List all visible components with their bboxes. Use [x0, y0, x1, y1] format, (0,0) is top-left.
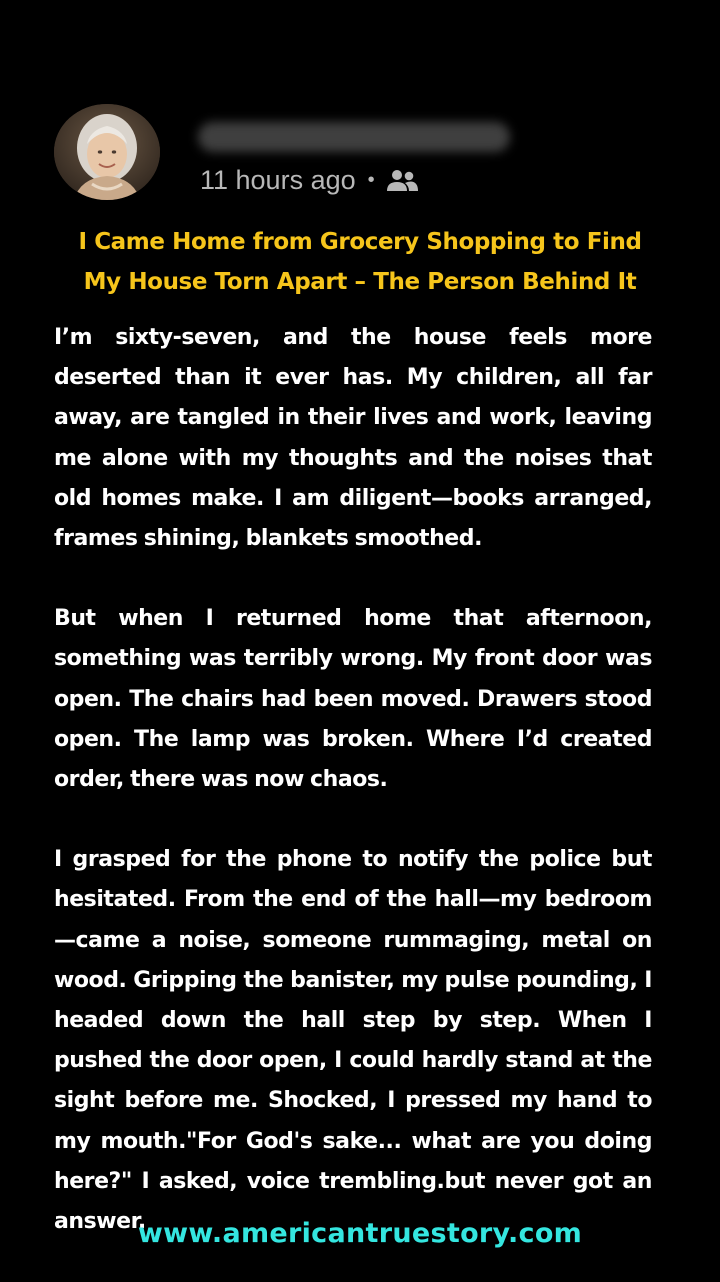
author-name[interactable] [198, 122, 510, 152]
avatar-portrait [54, 104, 160, 200]
website-link[interactable]: www.americantruestory.com [137, 1218, 583, 1249]
friends-icon[interactable] [385, 167, 419, 193]
post-timestamp[interactable]: 11 hours ago [200, 164, 356, 195]
story-paragraph-3: I grasped for the phone to notify the police but hesitated. From the end of the hall—my bedroom—came a noise, someone rummaging, metal on wood. Gripping the banister, my pulse pounding, I headed down the hall step by step. When I pushed the door open, I could hardly stand at the sight before me. Shocked, I pressed my hand to my mouth."For God's sake... what are you doing here?" I asked, voice trembling.but never got an answer. [54, 847, 652, 1235]
post-title-line-1: I Came Home from Grocery Shopping to Find [78, 229, 642, 255]
post-meta [200, 160, 419, 200]
meta-separator: • [367, 168, 375, 191]
story-body [54, 318, 652, 1282]
story-paragraph-1: I’m sixty-seven, and the house feels more deserted than it ever has. My children, all far away, are tangled in their lives and work, leaving me alone with my thoughts and the noises that old homes make. I am diligent—books arranged, frames shining, blankets smoothed. [54, 325, 652, 552]
post-header [54, 104, 666, 204]
story-paragraph-2: But when I returned home that afternoon, something was terribly wrong. My front door was open. The chairs had been moved. Drawers stood open. The lamp was broken. Where I’d created order, there was now chaos. [54, 606, 652, 793]
post-title-line-2: My House Torn Apart – The Person Behind It [83, 269, 637, 295]
avatar[interactable] [54, 104, 160, 200]
post-title [40, 222, 680, 302]
